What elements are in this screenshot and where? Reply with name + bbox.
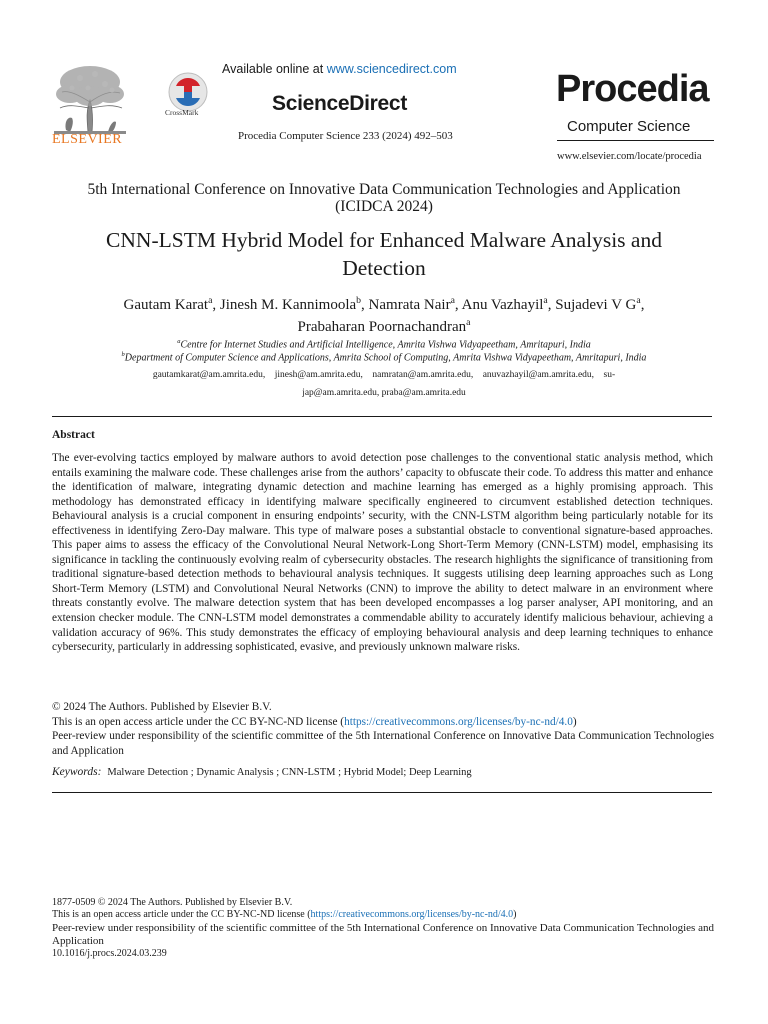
sciencedirect-wordmark: ScienceDirect <box>272 92 408 115</box>
author-line-2 <box>40 314 728 336</box>
author: Anu Vazhayil$^a$, <box>461 295 556 313</box>
license-link[interactable]: https://creativecommons.org/licenses/by-nc-nd/4.0 <box>344 715 573 728</box>
conference-line-2: (ICIDCA 2024) <box>335 198 433 215</box>
license-block <box>52 700 714 758</box>
journal-url[interactable]: www.elsevier.com/locate/procedia <box>557 151 702 162</box>
procedia-subtitle: Computer Science <box>567 118 691 135</box>
keywords-line <box>52 766 472 778</box>
author-list <box>40 292 728 336</box>
title-line-2: Detection <box>342 256 426 280</box>
abstract-heading: Abstract <box>52 429 95 441</box>
author-emails <box>40 366 728 402</box>
available-prefix: Available online at <box>222 62 324 76</box>
keywords-text: Malware Detection ; Dynamic Analysis ; CNN-LSTM ; Hybrid Model; Deep Learning <box>107 767 472 778</box>
elsevier-wordmark: ELSEVIER <box>52 132 123 147</box>
footer-peer-review: Peer-review under responsibility of the scientific committee of the 5th International Conference on Innovative Data Communication Technologies and Application <box>52 921 714 947</box>
author: Sujadevi V $G^a$, <box>555 295 645 313</box>
author-line-1 <box>40 292 728 314</box>
bottom-divider <box>52 792 712 793</box>
footer-license-link[interactable]: https://creativecommons.org/licenses/by-nc-nd/4.0 <box>310 909 514 921</box>
author: Namrata Nair$^a$, <box>368 295 462 313</box>
top-divider <box>52 416 712 417</box>
journal-reference: Procedia Computer Science 233 (2024) 492–503 <box>238 130 453 142</box>
sciencedirect-link[interactable]: www.sciencedirect.com <box>326 62 457 76</box>
emails-line-1: gautamkarat@am.amrita.edu, jinesh@am.amrita.edu, namratan@am.amrita.edu, anuvazhayil@am.amrita.edu, su- <box>152 370 616 380</box>
conference-line-1: 5th International Conference on Innovative Data Communication Technologies and Application <box>87 181 681 198</box>
keywords-label: Keywords: <box>52 766 102 778</box>
emails-line-2: jap@am.amrita.edu, praba@am.amrita.edu <box>302 388 466 398</box>
title-line-1: CNN-LSTM Hybrid Model for Enhanced Malware Analysis and <box>106 228 662 252</box>
crossmark-label: CrossMark <box>165 108 199 117</box>
author: Gautam Karat$^a$, <box>123 295 220 313</box>
open-access-line: This is an open access article under the CC BY-NC-ND license (https://creativecommons.org/licenses/by-nc-nd/4.0) <box>52 715 577 728</box>
doi-line[interactable]: 10.1016/j.procs.2024.03.239 <box>52 947 167 959</box>
author: Jinesh M. Kannimoola$^b$, <box>219 295 369 313</box>
abstract-text: The ever-evolving tactics employed by malware authors to avoid detection pose challenges to the conventional static analysis method, which entails examining the malware code. These challenges arise from the authors’ capacity to obfuscate their code. To address this matter and enhance the identification of malware, integrating dynamic detection and machine learning has emerged as a highly promising approach. This methodology has demonstrated efficacy in identifying malware specifically engineered to circumvent established detection techniques. Behavioural analysis is a crucial component in ensuring endpoints’ security, with the CNN-LSTM algorithm being particularly notable for its effectiveness in identifying Zero-Day malware. This type of malware poses a substantial obstacle to conventional signature-based approaches. This paper aims to assess the efficacy of the Convolutional Neural Network-Long Short-Term Memory (CNN-LSTM) model, emphasising its significance in tackling the continuously evolving realm of cybersecurity obstacles. The research highlights the significance of transitioning from traditional signature-based detection methods to behavioural analysis techniques. It suggests utilising deep learning approaches such as Long Short-Term Memory (LSTM) and Convolutional Neural Networks (CNN) to improve the ability to detect malware in an environment where threats constantly evolve. The malware detection system that has been developed encompasses a log parser analyser, API monitoring, and an extension checker module. The CNN-LSTM model demonstrates a commendable ability to accurately identify malicious behaviour, achieving a validation accuracy of 96%. This study demonstrates the efficacy of employing behavioural analysis and deep learning techniques to enhance cybersecurity, particularly in addressing sophisticated, evasive, and previously unknown malware risks. <box>52 452 713 654</box>
conference-name <box>40 181 728 215</box>
affiliation-b: $^b$Department of Computer Science and Applications, Amrita School of Computing, Amrita Vishwa Vidyapeetham, Amritapuri, India <box>121 351 647 364</box>
affiliation-a: $^a$Centre for Internet Studies and Artificial Intelligence, Amrita Vishwa Vidyapeetham, Amritapuri, India <box>177 338 591 351</box>
procedia-wordmark: Procedia <box>556 68 709 110</box>
issn-line: 1877-0509 © 2024 The Authors. Published by Elsevier B.V. <box>52 897 293 908</box>
available-online-line <box>222 62 457 76</box>
paper-title <box>40 226 728 282</box>
author: Prabaharan Poornachandran$^a$ <box>297 317 471 335</box>
footer-open-access-line: This is an open access article under the CC BY-NC-ND license (https://creativecommons.org/licenses/by-nc-nd/4.0) <box>52 909 517 921</box>
procedia-divider <box>557 140 714 141</box>
peer-review-line: Peer-review under responsibility of the scientific committee of the 5th International Conference on Innovative Data Communication Technologies and Application <box>52 730 714 757</box>
copyright-line: © 2024 The Authors. Published by Elsevier B.V. <box>52 701 272 713</box>
page-footer <box>52 897 714 960</box>
